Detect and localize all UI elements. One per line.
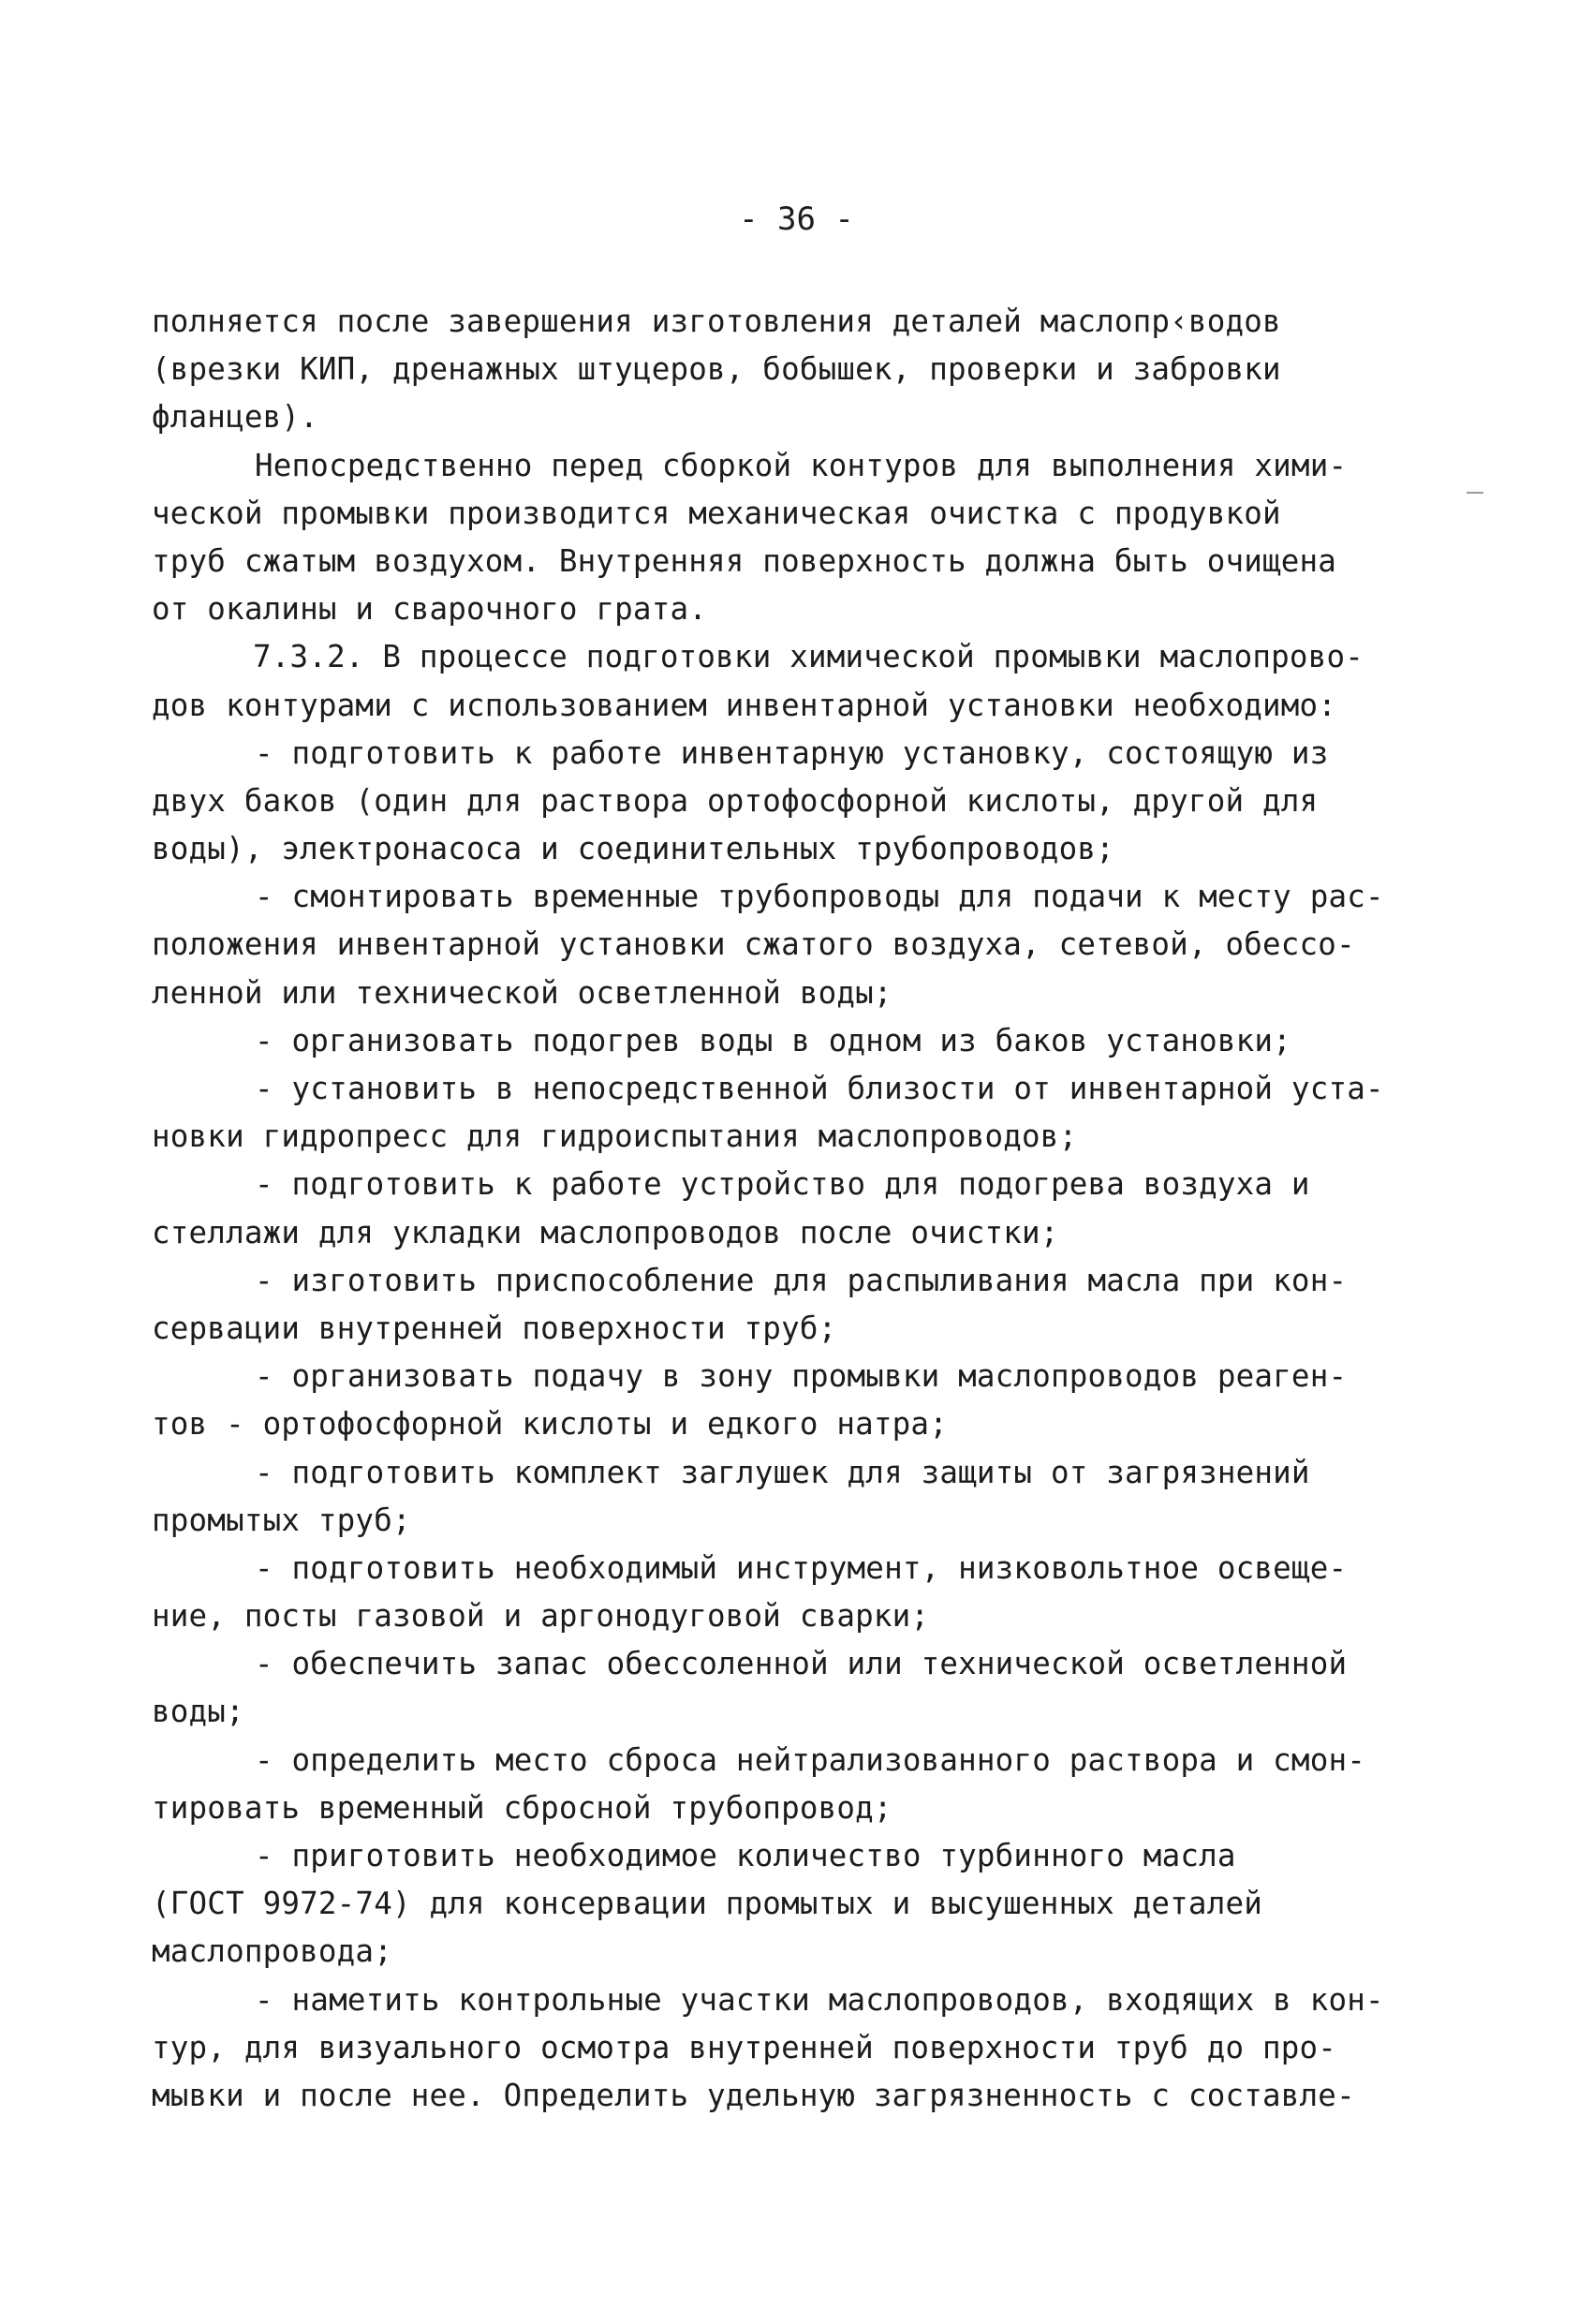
body-text	[152, 298, 1463, 2120]
text-line: тур, для визуального осмотра внутренней поверхности труб до про-	[152, 2029, 1337, 2065]
text-line: воды), электронасоса и соединительных трубопроводов;	[152, 831, 1114, 867]
text-line: воды;	[152, 1694, 244, 1730]
list-item-first-line: - изготовить приспособление для распыливания масла при кон-	[255, 1262, 1348, 1298]
section-heading-line: 7.3.2. В процессе подготовки химической промывки маслопрово-	[253, 639, 1364, 675]
list-item-first-line: - подготовить необходимый инструмент, низковольтное освеще-	[255, 1549, 1348, 1586]
text-line: маслопровода;	[152, 1933, 392, 1970]
text-line: положения инвентарной установки сжатого воздуха, сетевой, обессо-	[152, 926, 1355, 963]
list-item-first-line: - подготовить к работе устройство для подогрева воздуха и	[255, 1166, 1310, 1203]
text-line: мывки и после нее. Определить удельную загрязненность с составле-	[152, 2077, 1355, 2113]
page-number: - 36 -	[739, 200, 854, 238]
text-line: полняется после завершения изготовления деталей маслопр‹водов	[152, 303, 1281, 339]
list-item-first-line: - подготовить комплект заглушек для защиты от загрязнений	[255, 1454, 1310, 1490]
text-line: промытых труб;	[152, 1502, 411, 1538]
text-line: ленной или технической осветленной воды;	[152, 974, 892, 1011]
list-item-first-line: - смонтировать временные трубопроводы для подачи к месту рас-	[255, 879, 1384, 915]
paragraph-first-line: Непосредственно перед сборкой контуров для выполнения хими-	[255, 447, 1348, 483]
list-item-first-line: - организовать подогрев воды в одном из баков установки;	[255, 1022, 1291, 1058]
text-line: фланцев).	[152, 399, 318, 436]
list-item-first-line: - организовать подачу в зону промывки маслопроводов реаген-	[255, 1358, 1348, 1395]
text-line: ние, посты газовой и аргонодуговой сварки;	[152, 1598, 930, 1635]
text-line: дов контурами с использованием инвентарной установки необходимо:	[152, 687, 1337, 723]
list-item-first-line: - определить место сброса нейтрализованного раствора и смон-	[255, 1741, 1365, 1778]
text-line: труб сжатым воздухом. Внутренняя поверхность должна быть очищена	[152, 542, 1337, 579]
text-line: от окалины и сварочного грата.	[152, 591, 707, 628]
margin-mark	[1467, 492, 1483, 494]
text-line: новки гидропресс для гидроиспытания маслопроводов;	[152, 1118, 1078, 1155]
text-line: сервации внутренней поверхности труб;	[152, 1310, 837, 1346]
list-item-first-line: - наметить контрольные участки маслопроводов, входящих в кон-	[255, 1981, 1384, 2018]
list-item-first-line: - подготовить к работе инвентарную установку, состоящую из	[255, 734, 1329, 771]
text-line: стеллажи для укладки маслопроводов после очистки;	[152, 1214, 1059, 1251]
list-item-first-line: - установить в непосредственной близости от инвентарной уста-	[255, 1071, 1384, 1106]
text-line: двух баков (один для раствора ортофосфорной кислоты, другой для	[152, 782, 1319, 819]
text-line: тировать временный сбросной трубопровод;	[152, 1789, 892, 1826]
text-line: (ГОСТ 9972-74) для консервации промытых и высушенных деталей	[152, 1886, 1262, 1922]
text-line: тов - ортофосфорной кислоты и едкого натра;	[152, 1406, 948, 1443]
list-item-first-line: - обеспечить запас обессоленной или технической осветленной	[255, 1646, 1348, 1682]
text-line: ческой промывки производится механическая очистка с продувкой	[152, 495, 1281, 531]
list-item-first-line: - приготовить необходимое количество турбинного масла	[255, 1838, 1236, 1873]
text-line: (врезки КИП, дренажных штуцеров, бобышек, проверки и забровки	[152, 351, 1281, 388]
